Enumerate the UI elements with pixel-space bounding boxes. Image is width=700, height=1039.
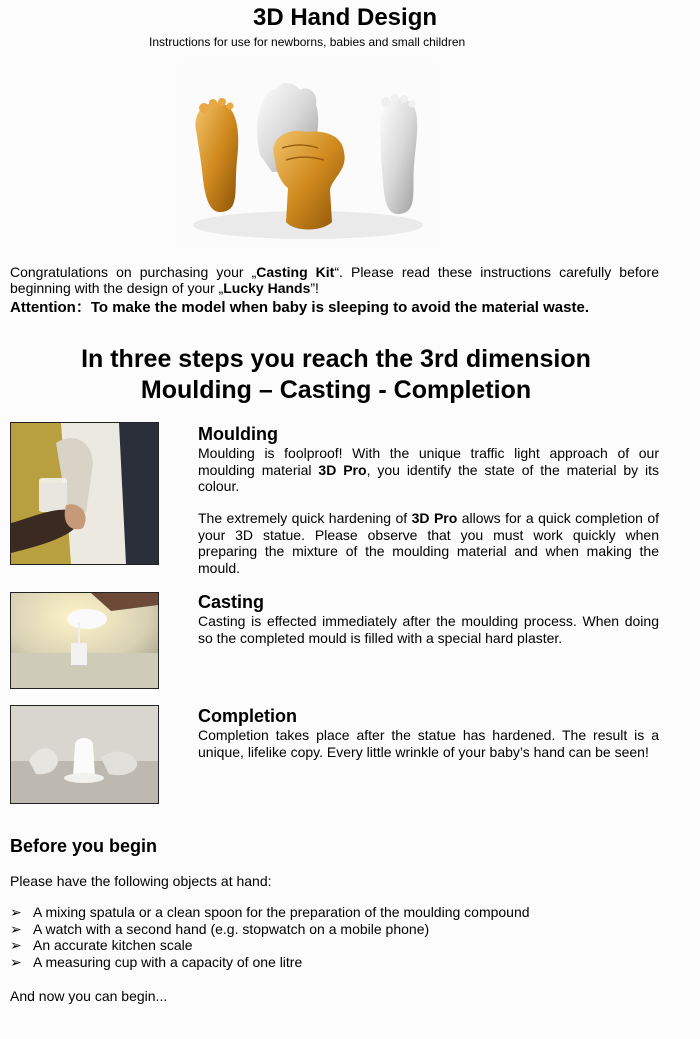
- steps-heading-line2: Moulding – Casting - Completion: [140, 376, 532, 404]
- brand-name: Lucky Hands: [223, 280, 311, 296]
- casting-photo: [10, 592, 159, 689]
- list-item: ➢ A watch with a second hand (e.g. stopwatch on a mobile phone): [10, 920, 430, 937]
- moulding-photo: [10, 422, 159, 565]
- list-item: ➢ An accurate kitchen scale: [10, 937, 193, 953]
- attention-note: Attention：To make the model when baby is sleeping to avoid the material waste.: [10, 299, 590, 316]
- arrow-bullet-icon: ➢: [10, 953, 22, 970]
- casting-paragraph: Casting is effected immediately after the moulding process. When doing so the completed mould is filled with a special hard plaster.: [198, 613, 659, 646]
- before-you-begin-intro: Please have the following objects at hand:: [10, 873, 272, 889]
- closing-text: And now you can begin...: [10, 988, 168, 1004]
- hero-casts-image: [182, 60, 434, 248]
- moulding-paragraph-2: The extremely quick hardening of 3D Pro allows for a quick completion of your 3D statue. Please observe that you must work quickly when preparing the mixture of the moulding material and when making the mould.: [198, 510, 659, 576]
- intro-paragraph: Congratulations on purchasing your „Casting Kit“. Please read these instructions carefully before beginning with the design of your „Lucky Hands”!: [10, 264, 660, 296]
- page-subtitle: Instructions for use for newborns, babies and small children: [149, 35, 466, 49]
- list-item: ➢ A mixing spatula or a clean spoon for the preparation of the moulding compound: [10, 904, 530, 920]
- product-name: Casting Kit: [256, 264, 335, 280]
- arrow-bullet-icon: ➢: [10, 904, 22, 920]
- completion-paragraph: Completion takes place after the statue has hardened. The result is a unique, lifelike copy. Every little wrinkle of your baby’s hand can be seen!: [198, 727, 659, 760]
- material-name: 3D Pro: [411, 510, 458, 526]
- before-you-begin-title: Before you begin: [10, 836, 158, 856]
- steps-heading-line1: In three steps you reach the 3rd dimension: [81, 345, 591, 373]
- list-item: ➢ A measuring cup with a capacity of one litre: [10, 953, 303, 970]
- arrow-bullet-icon: ➢: [10, 937, 22, 953]
- completion-photo: [10, 705, 159, 804]
- material-name: 3D Pro: [318, 461, 367, 478]
- moulding-paragraph-1: Moulding is foolproof! With the unique traffic light approach of our moulding material 3D Pro, you identify the state of the material by its colour.: [198, 445, 660, 495]
- required-objects-list: [10, 904, 530, 970]
- page-title: 3D Hand Design: [252, 4, 438, 31]
- moulding-title: Moulding: [198, 424, 278, 444]
- completion-title: Completion: [198, 706, 297, 726]
- arrow-bullet-icon: ➢: [10, 920, 22, 937]
- casting-title: Casting: [198, 592, 265, 612]
- steps-heading: [0, 344, 672, 406]
